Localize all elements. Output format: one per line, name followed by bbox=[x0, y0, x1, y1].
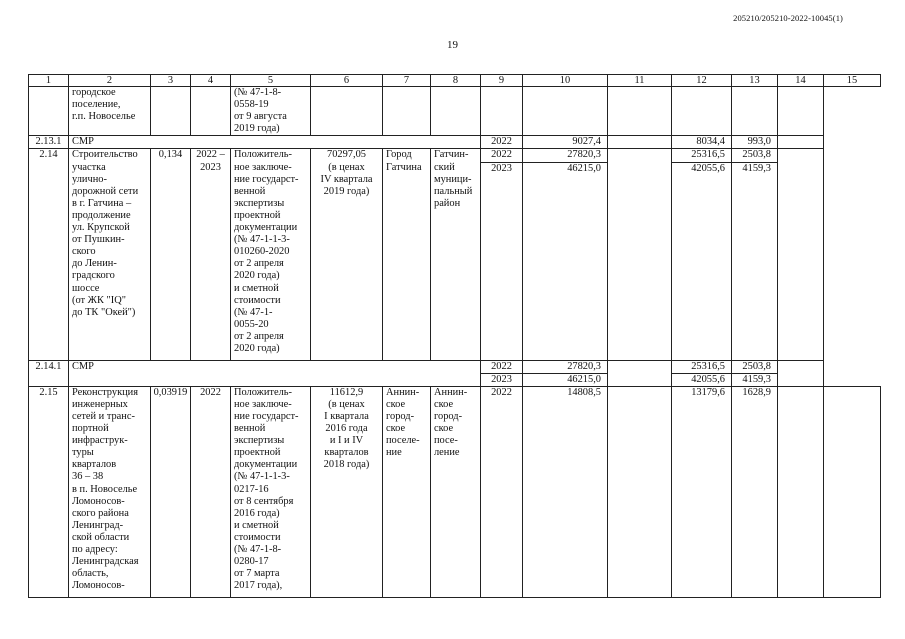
cell-empty bbox=[778, 87, 824, 136]
value-cell: 2503,8 bbox=[732, 360, 778, 373]
column-header: 4 bbox=[191, 75, 231, 87]
value-cell: 46215,0 bbox=[523, 373, 608, 386]
cell-empty bbox=[824, 360, 881, 386]
cell-empty bbox=[431, 87, 481, 136]
year-cell: 2022 bbox=[481, 360, 523, 373]
cell-empty bbox=[311, 87, 383, 136]
value-cell: 4159,3 bbox=[732, 162, 778, 360]
cell-empty bbox=[778, 149, 824, 360]
settlement-cell: Аннин- ское город- ское поселе- ние bbox=[383, 386, 431, 597]
column-header: 1 bbox=[29, 75, 69, 87]
cell-empty bbox=[191, 87, 231, 136]
page-number: 19 bbox=[447, 39, 458, 51]
cell-empty bbox=[778, 386, 824, 597]
column-header: 8 bbox=[431, 75, 481, 87]
work-type-label: СМР bbox=[69, 360, 481, 386]
estimated-cost: 70297,05 (в ценах IV квартала 2019 года) bbox=[311, 149, 383, 360]
value-cell: 9027,4 bbox=[523, 136, 608, 149]
column-header: 10 bbox=[523, 75, 608, 87]
cell-empty bbox=[608, 136, 672, 149]
row-number: 2.13.1 bbox=[29, 136, 69, 149]
cell-empty bbox=[672, 87, 732, 136]
value-cell: 2503,8 bbox=[732, 149, 778, 162]
column-header: 11 bbox=[608, 75, 672, 87]
table-row-continuation bbox=[29, 87, 881, 136]
cell-empty bbox=[608, 149, 672, 360]
district-cell: Гатчин- ский муници- пальный район bbox=[431, 149, 481, 360]
value-cell: 25316,5 bbox=[672, 360, 732, 373]
column-header: 13 bbox=[732, 75, 778, 87]
cell-empty bbox=[824, 149, 881, 360]
expertise-text: (№ 47-1-8- 0558-19 от 9 августа 2019 года) bbox=[231, 87, 311, 136]
value-cell: 1628,9 bbox=[732, 386, 778, 597]
object-name: Реконструкция инженерных сетей и транс- портной инфраструк- туры кварталов 36 – 38 в п. Новоселье Ломоносов- ского района Ленинград- ской области по адресу: Ленинградская область, Ломоносов- bbox=[69, 386, 151, 597]
year-cell: 2022 bbox=[481, 386, 523, 597]
cell-empty bbox=[824, 386, 881, 597]
cell-empty bbox=[383, 87, 431, 136]
expertise-text: Положитель- ное заключе- ние государст- венной экспертизы проектной документации (№ 47-1-1-3- 0217-16 от 8 сентября 2016 года) и сметной стоимости (№ 47-1-8- 0280-17 от 7 марта 2017 года), bbox=[231, 386, 311, 597]
period-cell: 2022 bbox=[191, 386, 231, 597]
column-header: 9 bbox=[481, 75, 523, 87]
column-number-row bbox=[29, 75, 881, 87]
value-cell: 4159,3 bbox=[732, 373, 778, 386]
cell-empty bbox=[151, 87, 191, 136]
column-header: 12 bbox=[672, 75, 732, 87]
year-cell: 2022 bbox=[481, 149, 523, 162]
value-cell: 42055,6 bbox=[672, 162, 732, 360]
table-row-2-14 bbox=[29, 149, 881, 162]
value-cell: 27820,3 bbox=[523, 149, 608, 162]
value-cell: 25316,5 bbox=[672, 149, 732, 162]
year-cell: 2023 bbox=[481, 373, 523, 386]
object-name: городское поселение, г.п. Новоселье bbox=[69, 87, 151, 136]
table-row-2-14-1 bbox=[29, 360, 881, 373]
column-header: 3 bbox=[151, 75, 191, 87]
capacity-cell: 0,134 bbox=[151, 149, 191, 360]
cell-empty bbox=[732, 87, 778, 136]
estimated-cost: 11612,9 (в ценах I квартала 2016 года и I и IV кварталов 2018 года) bbox=[311, 386, 383, 597]
cell-empty bbox=[824, 136, 881, 149]
row-number: 2.14.1 bbox=[29, 360, 69, 386]
cell-empty bbox=[481, 87, 523, 136]
cell-empty bbox=[608, 87, 672, 136]
column-header: 2 bbox=[69, 75, 151, 87]
value-cell: 14808,5 bbox=[523, 386, 608, 597]
data-table bbox=[28, 74, 881, 598]
value-cell: 46215,0 bbox=[523, 162, 608, 360]
cell-empty bbox=[778, 360, 824, 386]
cell-empty bbox=[778, 136, 824, 149]
document-id: 205210/205210-2022-10045(1) bbox=[733, 13, 843, 23]
district-cell: Аннин- ское город- ское посе- ление bbox=[431, 386, 481, 597]
cell-empty bbox=[523, 87, 608, 136]
column-header: 5 bbox=[231, 75, 311, 87]
period-cell: 2022 – 2023 bbox=[191, 149, 231, 360]
column-header: 14 bbox=[778, 75, 824, 87]
column-header: 15 bbox=[824, 75, 881, 87]
value-cell: 42055,6 bbox=[672, 373, 732, 386]
column-header: 6 bbox=[311, 75, 383, 87]
row-number: 2.15 bbox=[29, 386, 69, 597]
object-name: Строительство участка улично- дорожной сети в г. Гатчина – продолжение ул. Крупской от Пушкин- ского до Ленин- градского шоссе (от ЖК "IQ" до ТК "Окей") bbox=[69, 149, 151, 360]
year-cell: 2023 bbox=[481, 162, 523, 360]
table-row-2-15 bbox=[29, 386, 881, 597]
table-row-2-13-1 bbox=[29, 136, 881, 149]
settlement-cell: Город Гатчина bbox=[383, 149, 431, 360]
cell-empty bbox=[608, 386, 672, 597]
expertise-text: Положитель- ное заключе- ние государст- венной экспертизы проектной документации (№ 47-1-1-3- 010260-2020 от 2 апреля 2020 года) и сметной стоимости (№ 47-1- 0055-20 от 2 апреля 2020 года) bbox=[231, 149, 311, 360]
value-cell: 8034,4 bbox=[672, 136, 732, 149]
value-cell: 27820,3 bbox=[523, 360, 608, 373]
cell-empty bbox=[29, 87, 69, 136]
column-header: 7 bbox=[383, 75, 431, 87]
work-type-label: СМР bbox=[69, 136, 481, 149]
value-cell: 13179,6 bbox=[672, 386, 732, 597]
cell-empty bbox=[824, 87, 881, 136]
year-cell: 2022 bbox=[481, 136, 523, 149]
cell-empty bbox=[608, 360, 672, 386]
row-number: 2.14 bbox=[29, 149, 69, 360]
value-cell: 993,0 bbox=[732, 136, 778, 149]
capacity-cell: 0,03919 bbox=[151, 386, 191, 597]
